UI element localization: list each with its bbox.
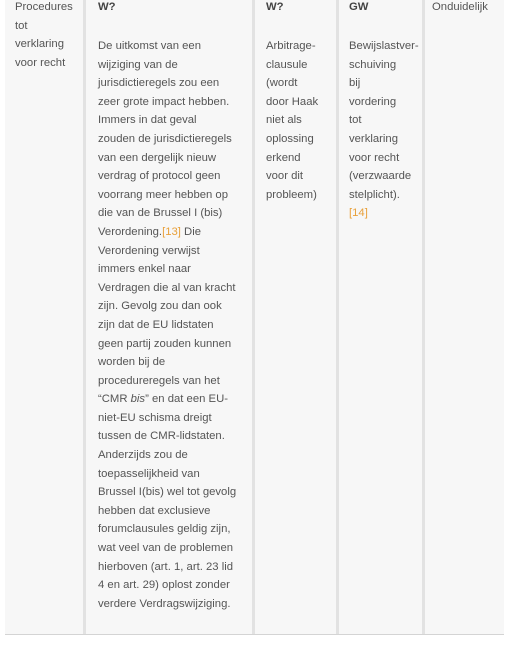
table-cell-procedures <box>5 0 83 634</box>
cell-text-line: Bewijslastver- <box>349 40 419 52</box>
cell-text-line: wijziging van de <box>98 58 178 71</box>
cell-text-line: zijn dat de EU lidstaten <box>98 318 214 331</box>
cell-text-fragment: ” en dat een EU- <box>145 393 228 406</box>
cell-header-w: W? <box>266 1 284 13</box>
cell-text-line: niet als <box>266 114 302 127</box>
cell-text-line: clausule <box>266 58 308 71</box>
cell-text-line: die van de Brussel I (bis) <box>98 207 223 220</box>
cell-text-line: tot <box>349 114 362 127</box>
cell-text-line: Verdragen die al van kracht <box>98 281 236 294</box>
cell-text-line: Verordening verwijst <box>98 244 200 257</box>
cell-text-line: 4 en art. 29) oplost zonder <box>98 579 230 592</box>
cell-text-line: geen partij zouden kunnen <box>98 337 232 350</box>
cell-text-line: zijn. Gevolg zou dan ook <box>98 300 222 313</box>
cell-text-line: immers enkel naar <box>98 263 191 276</box>
cell-text-line: voor dit <box>266 170 304 183</box>
cell-text-line: voor recht <box>349 151 400 164</box>
cell-text-line: tussen de CMR-lidstaten. <box>98 430 225 443</box>
cell-text-line: van een dergelijk nieuw <box>98 151 217 164</box>
cell-label-procedures <box>15 0 73 72</box>
cell-text-line: stelplicht). <box>349 188 400 201</box>
cell-text-line: wat veel van de problemen <box>98 542 234 555</box>
cell-text-line: (verzwaarde <box>349 170 412 183</box>
footnote-ref-14[interactable]: [14] <box>349 207 368 220</box>
cell-text-line: forumclausules geldig zijn, <box>98 523 231 536</box>
cell-text-line <box>98 390 236 409</box>
cell-text-line: Procedures <box>15 1 73 13</box>
table-cell-w-impact <box>86 0 252 634</box>
cell-text-line: Anderzijds zou de <box>98 449 188 462</box>
cell-text-line: tot <box>15 19 28 32</box>
cell-text-line: De uitkomst van een <box>98 40 201 52</box>
cell-text-line: zouden de jurisdictieregels <box>98 132 232 145</box>
cell-text-line: niet-EU schisma dreigt <box>98 411 212 424</box>
cell-text-line: verdrag of protocol geen <box>98 170 221 183</box>
cell-text-line: door Haak <box>266 95 319 108</box>
cell-text-line: procedureregels van het <box>98 374 220 387</box>
cell-body-arbitrage <box>266 37 318 204</box>
cell-body-impact <box>98 37 236 613</box>
cell-text-line: verdere Verdragswijziging. <box>98 597 231 610</box>
cell-text-fragment: Verordening. <box>98 225 163 238</box>
cell-body-bewijslast <box>349 37 419 223</box>
cell-text-line: schuiving <box>349 58 397 71</box>
cell-text-fragment: Die <box>180 225 202 238</box>
cell-text-line: probleem) <box>266 188 317 201</box>
cell-text-line: toepasselijkheid van <box>98 467 200 480</box>
cell-text-line: voorrang meer hebben op <box>98 188 229 201</box>
cell-text-line: bij <box>349 77 361 90</box>
cell-text-line: jurisdictieregels zou een <box>98 77 220 90</box>
cell-text-line: verklaring <box>15 38 64 51</box>
cell-text-line: Arbitrage- <box>266 40 316 52</box>
cell-text-fragment: “CMR <box>98 393 131 406</box>
cell-text-line: voor recht <box>15 56 66 69</box>
cell-text-line: hebben dat exclusieve <box>98 504 211 517</box>
footnote-ref-13[interactable]: [13] <box>162 225 181 238</box>
cell-header-w: W? <box>98 1 116 13</box>
cell-text-line: verklaring <box>349 132 398 145</box>
cell-header-gw: GW <box>349 1 369 13</box>
cell-text-line <box>98 223 236 242</box>
cell-text-line: (wordt <box>266 77 298 90</box>
cell-text-italic: bis <box>130 393 146 406</box>
cell-text-line: zeer grote impact hebben. <box>98 95 230 108</box>
table-cell-onduidelijk <box>425 0 504 634</box>
cell-text-line: vordering <box>349 95 397 108</box>
table-cell-gw <box>339 0 422 634</box>
cell-text-line: Immers in dat geval <box>98 114 197 127</box>
comparison-table <box>5 0 504 635</box>
cell-text-line: Brussel I(bis) wel tot gevolg <box>98 486 237 499</box>
cell-text-line: oplossing <box>266 132 314 145</box>
cell-text-line: hierboven (art. 1, art. 23 lid <box>98 560 234 573</box>
cell-text-line: worden bij de <box>98 356 166 369</box>
cell-label-onduidelijk: Onduidelijk <box>432 1 488 13</box>
table-cell-w-arbitrage <box>255 0 336 634</box>
cell-text-line: erkend <box>266 151 301 164</box>
